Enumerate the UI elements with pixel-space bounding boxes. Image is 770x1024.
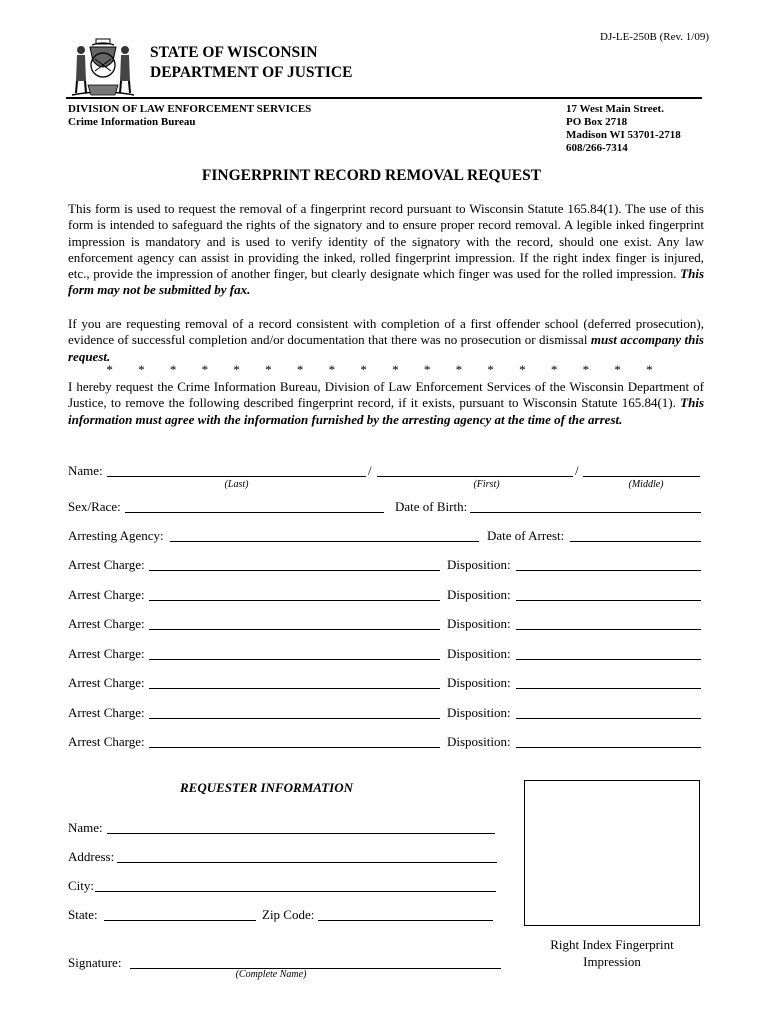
requester-zip-field[interactable] (318, 920, 493, 921)
deferred-emphasis: must accompany this request. (68, 332, 704, 364)
last-name-field[interactable] (107, 476, 366, 477)
fingerprint-caption-line: Right Index Fingerprint (550, 937, 674, 952)
address-line: Madison WI 53701-2718 (566, 129, 681, 141)
disposition-label: Disposition: (447, 734, 511, 749)
requester-address-field[interactable] (117, 862, 497, 863)
middle-caption: (Middle) (628, 479, 664, 490)
signature-label: Signature: (68, 955, 122, 970)
requester-address-label: Address: (68, 849, 115, 864)
requester-state-label: State: (68, 907, 98, 922)
arrest-charge-field[interactable] (149, 688, 440, 689)
arrest-date-label: Date of Arrest: (487, 528, 565, 543)
arrest-charge-field[interactable] (149, 629, 440, 630)
intro-paragraph (68, 201, 704, 299)
disposition-label: Disposition: (447, 616, 511, 631)
agency-name (150, 43, 352, 83)
arrest-charge-field[interactable] (149, 600, 440, 601)
signature-caption: (Complete Name) (235, 969, 307, 980)
address-line: 17 West Main Street. (566, 103, 664, 115)
fingerprint-caption (524, 936, 700, 970)
arrest-charge-field[interactable] (149, 570, 440, 571)
division-name: DIVISION OF LAW ENFORCEMENT SERVICES (68, 103, 312, 115)
first-name-field[interactable] (377, 476, 573, 477)
bureau-name: Crime Information Bureau (68, 116, 196, 128)
requester-zip-label: Zip Code: (262, 907, 315, 922)
requester-state-field[interactable] (104, 920, 256, 921)
phone-number: 608/266-7314 (566, 142, 628, 154)
last-caption: (Last) (224, 479, 249, 490)
disposition-label: Disposition: (447, 675, 511, 690)
arresting-agency-label: Arresting Agency: (68, 528, 164, 543)
disposition-label: Disposition: (447, 557, 511, 572)
fingerprint-caption-line: Impression (583, 954, 641, 969)
arrest-charge-label: Arrest Charge: (68, 675, 145, 690)
requester-name-field[interactable] (107, 833, 495, 834)
arresting-agency-field[interactable] (170, 541, 479, 542)
disposition-label: Disposition: (447, 704, 511, 720)
request-text: I hereby request the Crime Information Bureau, Division of Law Enforcement Services of the Wisconsin Department of Justice, to remove the following described fingerprint record, if it exists, pursuant to Wisconsin Statute 165.84(1). (68, 379, 704, 411)
disposition-field[interactable] (516, 629, 701, 630)
requester-city-field[interactable] (95, 891, 496, 892)
requester-name-label: Name: (68, 820, 103, 835)
arrest-charge-field[interactable] (149, 659, 440, 660)
state-seal-icon (70, 37, 136, 101)
name-slash: / (575, 463, 579, 478)
disposition-field[interactable] (516, 747, 701, 748)
name-slash: / (368, 463, 372, 478)
deferred-paragraph (68, 316, 704, 365)
middle-name-field[interactable] (583, 476, 700, 477)
division-block (68, 103, 311, 129)
intro-text: This form is used to request the removal of a fingerprint record pursuant to Wisconsin Statute 165.84(1). The use of this form is intended to safeguard the rights of the signatory and to ensure proper record removal. A legible inked fingerprint impression is mandatory and is used to verify identity of the signatory with the record, should one exist. Any law enforcement agency can assist in providing the inked, rolled fingerprint impression. If the right index finger is injured, etc., provide the impression of another finger, but clearly designate which finger was used for the rolled impression. (68, 201, 704, 282)
subject-name-label: Name: (68, 463, 103, 478)
dob-label: Date of Birth: (395, 499, 468, 514)
arrest-charge-label: Arrest Charge: (68, 586, 145, 602)
arrest-charge-field[interactable] (149, 747, 440, 748)
fingerprint-box[interactable] (524, 780, 700, 926)
request-emphasis: This information must agree with the information furnished by the arresting agency at the time of the arrest. (68, 395, 705, 427)
requester-city-label: City: (68, 878, 95, 893)
arrest-charge-field[interactable] (149, 718, 440, 719)
address-line: PO Box 2718 (566, 116, 628, 128)
mailing-address (566, 103, 681, 155)
intro-emphasis: This form may not be submitted by fax. (68, 266, 704, 298)
disposition-field[interactable] (516, 600, 701, 601)
page-title: FINGERPRINT RECORD REMOVAL REQUEST (201, 167, 542, 184)
form-code: DJ-LE-250B (Rev. 1/09) (600, 31, 709, 43)
header-rule (66, 97, 702, 99)
request-paragraph (68, 379, 704, 428)
disposition-field[interactable] (516, 570, 701, 571)
requester-heading: REQUESTER INFORMATION (180, 780, 354, 795)
agency-department: DEPARTMENT OF JUSTICE (150, 64, 353, 81)
disposition-label: Disposition: (447, 586, 511, 602)
first-caption: (First) (473, 479, 500, 490)
agency-state: STATE OF WISCONSIN (150, 44, 318, 61)
arrest-charge-label: Arrest Charge: (68, 704, 145, 720)
disposition-label: Disposition: (447, 645, 511, 661)
disposition-field[interactable] (516, 718, 701, 719)
sex-race-label: Sex/Race: (68, 499, 121, 514)
arrest-charge-label: Arrest Charge: (68, 645, 145, 661)
sex-race-field[interactable] (125, 512, 384, 513)
arrest-charge-label: Arrest Charge: (68, 616, 145, 631)
disposition-field[interactable] (516, 688, 701, 689)
arrest-date-field[interactable] (570, 541, 701, 542)
deferred-text: If you are requesting removal of a record consistent with completion of a first offender school (deferred prosecution), evidence of successful completion and/or documentation that there was no prosecution or dismissal (68, 316, 704, 348)
arrest-charge-label: Arrest Charge: (68, 734, 145, 749)
dob-field[interactable] (470, 512, 701, 513)
disposition-field[interactable] (516, 659, 701, 660)
separator-stars: * * * * * * * * * * * * * * * * * * (106, 362, 664, 377)
arrest-charge-label: Arrest Charge: (68, 557, 145, 572)
